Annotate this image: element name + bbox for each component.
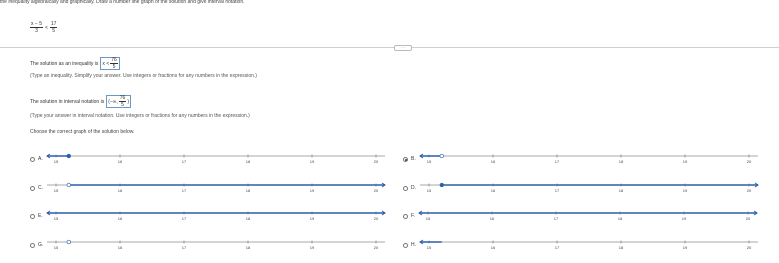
rhs-fraction [50,21,58,34]
lhs-numerator: x − 5 [31,21,42,27]
lhs-fraction [30,21,43,34]
tick-label: 20 [373,159,378,164]
solution-var: x < [102,60,110,67]
tick-label: 18 [618,159,623,164]
tick-label: 19 [682,245,688,250]
solution-hint: (Type an inequality. Simplify your answer. Use integers or fractions for any numbers in the expression.) [30,73,257,79]
tick-label: 19 [682,188,688,193]
tick-label: 18 [618,188,624,193]
tick-label: 15 [53,216,58,221]
tick-label: 15 [425,216,431,221]
instruction-text: the inequality algebraically and graphically. Draw a number line graph of the solution and give interval notation. [0,0,245,5]
tick-label: 20 [746,245,752,250]
interval-numerator: 76 [119,95,126,101]
tick-label: 15 [426,245,432,250]
tick-label: 16 [117,159,122,164]
tick-label: 15 [426,159,431,164]
tick-label: 16 [490,245,496,250]
interval-denominator: 5 [121,102,124,108]
option-label: F. [411,213,415,219]
closed-endpoint [440,183,444,187]
radio-button[interactable] [403,214,408,219]
tick-label: 18 [246,245,251,250]
rhs-denominator: 5 [52,28,56,34]
radio-button[interactable] [30,243,35,248]
tick-label: 18 [245,216,250,221]
graph-option-g[interactable] [30,237,386,253]
number-line[interactable] [46,180,386,196]
graph-option-h[interactable] [403,237,759,253]
tick-label: 17 [181,188,187,193]
tick-label: 20 [746,159,751,164]
interval-answer-box[interactable] [106,95,131,108]
solution-inequality-row [30,57,120,70]
interval-hint: (Type your answer in interval notation. Use integers or fractions for any numbers in the expression.) [30,113,250,119]
tick-label: 15 [54,245,59,250]
tick-label: 18 [617,216,623,221]
graph-option-b[interactable] [403,151,759,167]
graph-option-c[interactable] [30,180,386,196]
closed-endpoint [67,154,71,158]
open-endpoint [440,154,444,158]
interval-left: (−∞, [108,98,118,105]
more-content-button[interactable]: ··· [394,45,412,51]
tick-label: 20 [374,245,379,250]
tick-label: 19 [310,245,315,250]
tick-label: 17 [181,159,186,164]
number-line[interactable] [418,208,758,224]
option-label: A. [38,156,43,162]
tick-label: 19 [682,159,687,164]
tick-label: 17 [554,245,560,250]
tick-label: 20 [745,216,751,221]
graph-option-d[interactable] [403,180,759,196]
solution-prefix: The solution as an inequality is [30,60,99,67]
solution-denominator: 5 [112,64,116,70]
radio-button[interactable] [30,214,35,219]
solution-fraction [110,57,118,70]
tick-label: 15 [426,188,432,193]
tick-label: 16 [490,188,496,193]
number-line[interactable] [46,208,386,224]
graph-option-a[interactable] [30,151,386,167]
tick-label: 18 [245,159,250,164]
tick-label: 16 [489,216,495,221]
option-label: E. [38,213,43,219]
tick-label: 19 [681,216,687,221]
lhs-denominator: 3 [35,28,38,34]
tick-label: 16 [117,216,122,221]
number-line[interactable] [46,237,386,253]
option-label: D. [411,185,416,191]
tick-label: 17 [554,159,559,164]
inequality-operator: < [44,24,48,31]
open-endpoint [67,240,71,244]
tick-label: 15 [53,159,58,164]
choose-graph-text: Choose the correct graph of the solution below. [30,129,135,135]
tick-label: 19 [309,159,314,164]
interval-prefix: The solution in interval notation is [30,98,105,105]
tick-label: 18 [618,245,624,250]
tick-label: 17 [181,216,186,221]
interval-row [30,95,131,108]
tick-label: 20 [373,216,378,221]
tick-label: 20 [746,188,752,193]
option-label: B. [411,156,416,162]
interval-right: ) [127,98,129,105]
graph-option-e[interactable] [30,208,386,224]
tick-label: 16 [490,159,495,164]
solution-numerator: 76 [111,57,117,63]
option-label: H. [411,242,416,248]
number-line[interactable] [46,151,386,167]
option-label: G. [38,242,44,248]
option-label: C. [38,185,43,191]
tick-label: 19 [309,188,315,193]
tick-label: 17 [182,245,187,250]
tick-label: 19 [309,216,314,221]
tick-label: 17 [554,188,560,193]
radio-button[interactable] [403,186,408,191]
tick-label: 20 [373,188,379,193]
graph-option-f[interactable] [403,208,758,224]
tick-label: 18 [245,188,251,193]
rhs-numerator: 17 [50,21,57,27]
radio-button[interactable] [30,186,35,191]
tick-label: 15 [53,188,59,193]
radio-button[interactable] [403,157,408,162]
interval-fraction [119,95,127,108]
tick-label: 16 [118,245,123,250]
number-line[interactable] [419,151,759,167]
solution-answer-box[interactable] [100,57,119,70]
radio-button[interactable] [30,157,35,162]
number-line[interactable] [419,180,759,196]
section-divider [0,47,779,48]
inequality-display [30,21,57,34]
radio-button[interactable] [403,243,408,248]
tick-label: 16 [117,188,123,193]
number-line[interactable] [419,237,759,253]
open-endpoint [67,183,71,187]
tick-label: 17 [553,216,559,221]
